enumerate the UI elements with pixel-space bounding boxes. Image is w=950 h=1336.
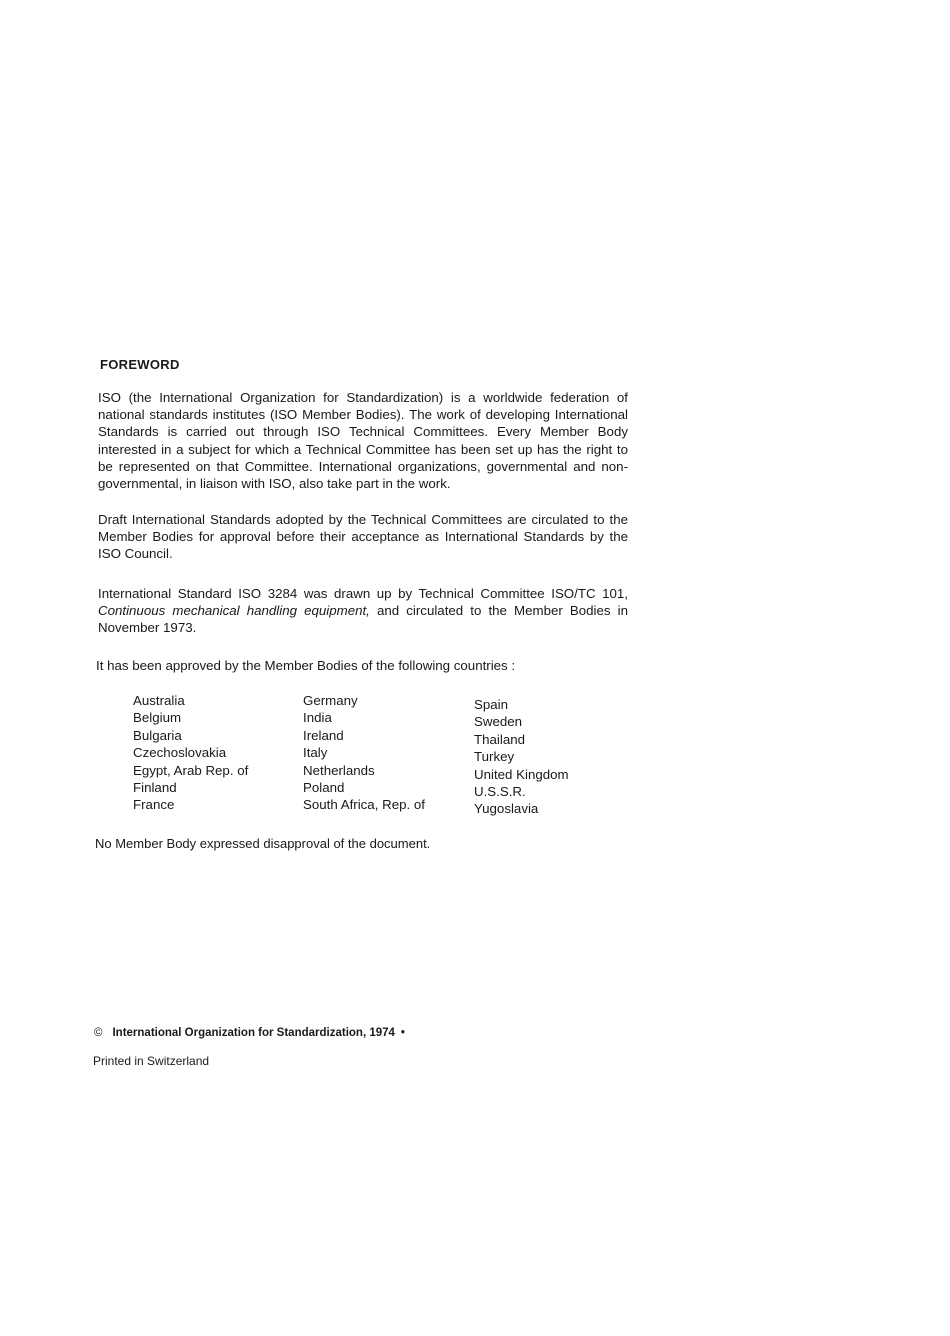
country-item: United Kingdom: [474, 766, 569, 782]
foreword-paragraph-1: ISO (the International Organization for Standardization) is a worldwide federation of national standards institutes (ISO Member Bodies). The work of developing International Standards is carried out through ISO Technical Committees. Every Member Body interested in a subject for which a Technical Committee has been set up has the right to be represented on that Committee. International organizations, governmental and non-governmental, in liaison with ISO, also take part in the work.: [98, 390, 628, 492]
country-item: U.S.S.R.: [474, 784, 526, 800]
countries-column-1: [133, 692, 303, 814]
country-item: Poland: [303, 780, 345, 796]
country-item: Sweden: [474, 714, 523, 730]
country-item: Australia: [133, 693, 185, 708]
disapproval-statement: No Member Body expressed disapproval of the document.: [95, 836, 431, 851]
country-item: Turkey: [474, 749, 515, 765]
country-item: Thailand: [474, 731, 526, 747]
country-item: South Africa, Rep. of: [303, 797, 425, 813]
country-item: Netherlands: [303, 762, 375, 778]
country-item: Finland: [133, 780, 177, 796]
committee-title: Continuous mechanical handling equipment,: [98, 603, 370, 619]
foreword-heading: FOREWORD: [100, 357, 180, 372]
country-item: Italy: [303, 745, 328, 761]
foreword-paragraph-2: Draft International Standards adopted by the Technical Committees are circulated to the Member Bodies for approval before their acceptance as International Standards by the ISO Council.: [98, 512, 628, 562]
copyright-text: International Organization for Standardization, 1974: [112, 1027, 395, 1039]
country-item: Spain: [474, 697, 509, 712]
country-item: Yugoslavia: [474, 801, 539, 817]
copyright-line: [94, 1027, 405, 1039]
bullet-icon: •: [400, 1027, 405, 1039]
countries-column-2: [303, 692, 473, 814]
country-item: Czechoslovakia: [133, 745, 227, 761]
country-item: Ireland: [303, 727, 344, 743]
printed-location: Printed in Switzerland: [93, 1054, 210, 1068]
country-item: Belgium: [133, 710, 182, 726]
country-item: India: [303, 710, 332, 726]
country-item: Germany: [303, 693, 358, 708]
countries-column-3: [474, 696, 644, 818]
copyright-symbol: ©: [94, 1027, 103, 1039]
country-item: France: [133, 797, 175, 813]
foreword-paragraph-3: [98, 585, 628, 637]
country-item: Egypt, Arab Rep. of: [133, 762, 249, 778]
paragraph-3-suffix: and circulated to the Member Bodies in November 1973.: [98, 603, 628, 636]
foreword-paragraph-4: It has been approved by the Member Bodies of the following countries :: [96, 658, 516, 673]
paragraph-3-prefix: International Standard ISO 3284 was drawn up by Technical Committee ISO/TC 101,: [98, 586, 628, 601]
country-item: Bulgaria: [133, 727, 182, 743]
